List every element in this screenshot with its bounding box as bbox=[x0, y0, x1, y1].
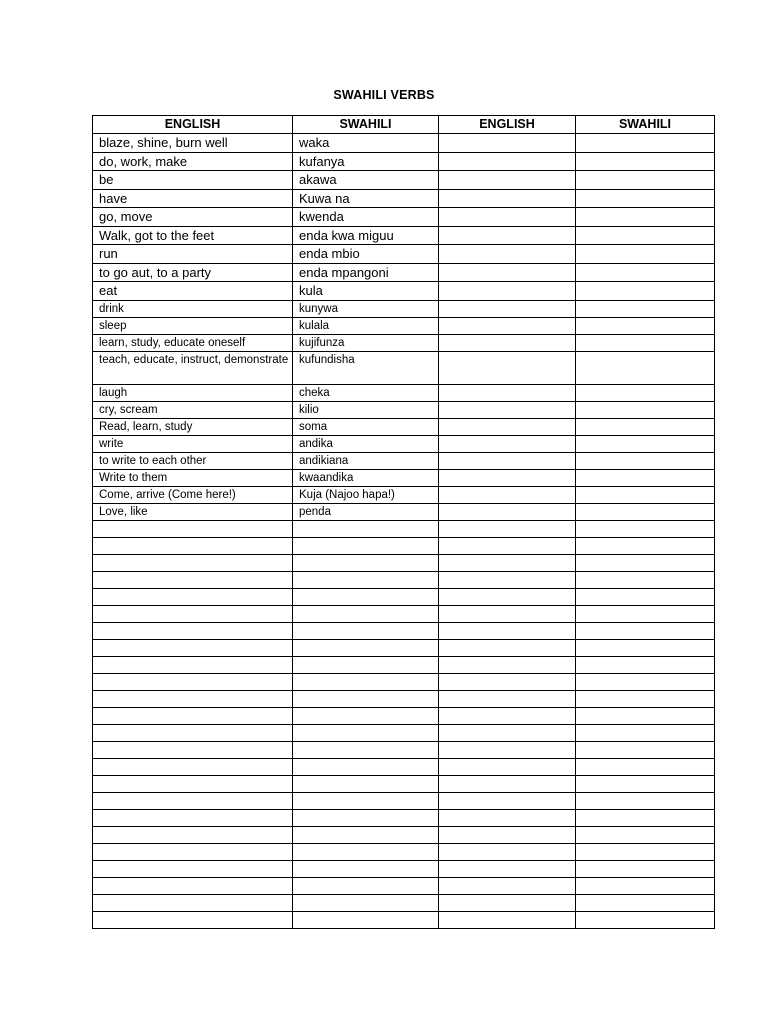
empty-cell bbox=[439, 622, 576, 639]
empty-cell bbox=[93, 724, 293, 741]
empty-cell bbox=[93, 622, 293, 639]
swahili-cell-empty bbox=[576, 189, 715, 208]
empty-cell bbox=[293, 588, 439, 605]
empty-cell bbox=[439, 792, 576, 809]
swahili-cell-empty bbox=[576, 384, 715, 401]
empty-cell bbox=[93, 809, 293, 826]
empty-cell bbox=[576, 605, 715, 622]
empty-cell bbox=[576, 520, 715, 537]
swahili-cell: cheka bbox=[293, 384, 439, 401]
swahili-cell: kulala bbox=[293, 317, 439, 334]
english-cell-empty bbox=[439, 469, 576, 486]
empty-cell bbox=[576, 860, 715, 877]
blank-row bbox=[93, 622, 715, 639]
empty-cell bbox=[439, 554, 576, 571]
swahili-cell: akawa bbox=[293, 171, 439, 190]
english-cell: teach, educate, instruct, demonstrate bbox=[93, 351, 293, 384]
empty-cell bbox=[439, 775, 576, 792]
empty-cell bbox=[93, 741, 293, 758]
empty-cell bbox=[439, 894, 576, 911]
blank-row bbox=[93, 860, 715, 877]
empty-cell bbox=[439, 724, 576, 741]
empty-cell bbox=[439, 537, 576, 554]
blank-row bbox=[93, 656, 715, 673]
english-cell: Read, learn, study bbox=[93, 418, 293, 435]
swahili-cell-empty bbox=[576, 452, 715, 469]
empty-cell bbox=[93, 537, 293, 554]
swahili-cell: enda kwa miguu bbox=[293, 226, 439, 245]
empty-cell bbox=[439, 588, 576, 605]
blank-row bbox=[93, 911, 715, 928]
blank-row bbox=[93, 690, 715, 707]
table-row bbox=[93, 208, 715, 227]
empty-cell bbox=[293, 877, 439, 894]
empty-cell bbox=[93, 656, 293, 673]
blank-row bbox=[93, 639, 715, 656]
header-row bbox=[93, 116, 715, 134]
table-row bbox=[93, 171, 715, 190]
swahili-cell-empty bbox=[576, 401, 715, 418]
empty-cell bbox=[576, 707, 715, 724]
english-cell: drink bbox=[93, 300, 293, 317]
empty-cell bbox=[293, 843, 439, 860]
english-cell: do, work, make bbox=[93, 152, 293, 171]
english-cell-empty bbox=[439, 384, 576, 401]
empty-cell bbox=[293, 520, 439, 537]
table-row bbox=[93, 418, 715, 435]
empty-cell bbox=[93, 877, 293, 894]
english-cell: Walk, got to the feet bbox=[93, 226, 293, 245]
empty-cell bbox=[439, 605, 576, 622]
swahili-cell-empty bbox=[576, 245, 715, 264]
swahili-cell: kilio bbox=[293, 401, 439, 418]
header-english-2: ENGLISH bbox=[439, 116, 576, 134]
empty-cell bbox=[439, 826, 576, 843]
empty-cell bbox=[576, 843, 715, 860]
swahili-cell: soma bbox=[293, 418, 439, 435]
empty-cell bbox=[293, 741, 439, 758]
english-cell-empty bbox=[439, 171, 576, 190]
english-cell: have bbox=[93, 189, 293, 208]
empty-cell bbox=[439, 639, 576, 656]
empty-cell bbox=[93, 707, 293, 724]
english-cell-empty bbox=[439, 317, 576, 334]
swahili-cell-empty bbox=[576, 317, 715, 334]
blank-row bbox=[93, 520, 715, 537]
table-row bbox=[93, 152, 715, 171]
swahili-cell-empty bbox=[576, 171, 715, 190]
empty-cell bbox=[293, 758, 439, 775]
swahili-cell-empty bbox=[576, 226, 715, 245]
empty-cell bbox=[576, 588, 715, 605]
empty-cell bbox=[439, 741, 576, 758]
empty-cell bbox=[576, 826, 715, 843]
table-row bbox=[93, 317, 715, 334]
table-row bbox=[93, 401, 715, 418]
english-cell-empty bbox=[439, 351, 576, 384]
empty-cell bbox=[293, 690, 439, 707]
english-cell-empty bbox=[439, 300, 576, 317]
verbs-table bbox=[92, 115, 715, 929]
empty-cell bbox=[576, 741, 715, 758]
english-cell: eat bbox=[93, 282, 293, 301]
swahili-cell-empty bbox=[576, 208, 715, 227]
english-cell-empty bbox=[439, 435, 576, 452]
table-row bbox=[93, 503, 715, 520]
table-row bbox=[93, 263, 715, 282]
swahili-cell-empty bbox=[576, 469, 715, 486]
blank-row bbox=[93, 588, 715, 605]
empty-cell bbox=[439, 877, 576, 894]
english-cell: write bbox=[93, 435, 293, 452]
empty-cell bbox=[576, 809, 715, 826]
blank-row bbox=[93, 877, 715, 894]
english-cell-empty bbox=[439, 152, 576, 171]
english-cell: blaze, shine, burn well bbox=[93, 134, 293, 153]
empty-cell bbox=[439, 707, 576, 724]
empty-cell bbox=[439, 656, 576, 673]
swahili-cell: andika bbox=[293, 435, 439, 452]
english-cell-empty bbox=[439, 245, 576, 264]
english-cell-empty bbox=[439, 334, 576, 351]
blank-row bbox=[93, 537, 715, 554]
empty-cell bbox=[293, 826, 439, 843]
empty-cell bbox=[293, 894, 439, 911]
empty-cell bbox=[576, 537, 715, 554]
blank-row bbox=[93, 809, 715, 826]
empty-cell bbox=[93, 520, 293, 537]
empty-cell bbox=[576, 639, 715, 656]
blank-row bbox=[93, 894, 715, 911]
table-row bbox=[93, 245, 715, 264]
english-cell: Love, like bbox=[93, 503, 293, 520]
table-row bbox=[93, 469, 715, 486]
empty-cell bbox=[293, 605, 439, 622]
empty-cell bbox=[576, 690, 715, 707]
empty-cell bbox=[439, 571, 576, 588]
english-cell: cry, scream bbox=[93, 401, 293, 418]
empty-cell bbox=[576, 673, 715, 690]
swahili-cell-empty bbox=[576, 152, 715, 171]
empty-cell bbox=[93, 639, 293, 656]
swahili-cell-empty bbox=[576, 486, 715, 503]
table-row bbox=[93, 134, 715, 153]
english-cell-empty bbox=[439, 134, 576, 153]
empty-cell bbox=[576, 911, 715, 928]
empty-cell bbox=[576, 894, 715, 911]
english-cell-empty bbox=[439, 401, 576, 418]
swahili-cell: Kuwa na bbox=[293, 189, 439, 208]
blank-row bbox=[93, 758, 715, 775]
empty-cell bbox=[93, 775, 293, 792]
empty-cell bbox=[576, 775, 715, 792]
swahili-cell: kufanya bbox=[293, 152, 439, 171]
english-cell: laugh bbox=[93, 384, 293, 401]
blank-row bbox=[93, 843, 715, 860]
empty-cell bbox=[93, 554, 293, 571]
empty-cell bbox=[93, 894, 293, 911]
blank-row bbox=[93, 792, 715, 809]
empty-cell bbox=[576, 622, 715, 639]
swahili-cell: enda mbio bbox=[293, 245, 439, 264]
empty-cell bbox=[293, 622, 439, 639]
empty-cell bbox=[293, 860, 439, 877]
empty-cell bbox=[93, 911, 293, 928]
swahili-cell: andikiana bbox=[293, 452, 439, 469]
empty-cell bbox=[93, 843, 293, 860]
empty-cell bbox=[293, 724, 439, 741]
empty-cell bbox=[439, 520, 576, 537]
swahili-cell: kwenda bbox=[293, 208, 439, 227]
empty-cell bbox=[93, 792, 293, 809]
english-cell: go, move bbox=[93, 208, 293, 227]
blank-row bbox=[93, 605, 715, 622]
table-row bbox=[93, 486, 715, 503]
empty-cell bbox=[293, 656, 439, 673]
empty-cell bbox=[293, 639, 439, 656]
swahili-cell: waka bbox=[293, 134, 439, 153]
table-row bbox=[93, 226, 715, 245]
table-row bbox=[93, 189, 715, 208]
empty-cell bbox=[439, 843, 576, 860]
empty-cell bbox=[439, 690, 576, 707]
empty-cell bbox=[293, 911, 439, 928]
table-row bbox=[93, 435, 715, 452]
english-cell-empty bbox=[439, 263, 576, 282]
swahili-cell-empty bbox=[576, 351, 715, 384]
english-cell: learn, study, educate oneself bbox=[93, 334, 293, 351]
empty-cell bbox=[93, 690, 293, 707]
swahili-cell-empty bbox=[576, 418, 715, 435]
english-cell-empty bbox=[439, 208, 576, 227]
english-cell: be bbox=[93, 171, 293, 190]
header-swahili-1: SWAHILI bbox=[293, 116, 439, 134]
empty-cell bbox=[293, 571, 439, 588]
english-cell-empty bbox=[439, 282, 576, 301]
empty-cell bbox=[576, 877, 715, 894]
empty-cell bbox=[293, 809, 439, 826]
swahili-cell: kujifunza bbox=[293, 334, 439, 351]
swahili-cell: enda mpangoni bbox=[293, 263, 439, 282]
english-cell: to go aut, to a party bbox=[93, 263, 293, 282]
empty-cell bbox=[439, 911, 576, 928]
empty-cell bbox=[439, 860, 576, 877]
swahili-cell: penda bbox=[293, 503, 439, 520]
blank-row bbox=[93, 775, 715, 792]
english-cell-empty bbox=[439, 503, 576, 520]
english-cell: sleep bbox=[93, 317, 293, 334]
blank-row bbox=[93, 724, 715, 741]
swahili-cell: kula bbox=[293, 282, 439, 301]
swahili-cell: kufundisha bbox=[293, 351, 439, 384]
empty-cell bbox=[576, 656, 715, 673]
empty-cell bbox=[293, 554, 439, 571]
empty-cell bbox=[93, 673, 293, 690]
empty-cell bbox=[576, 758, 715, 775]
table-row bbox=[93, 334, 715, 351]
english-cell-empty bbox=[439, 226, 576, 245]
header-english-1: ENGLISH bbox=[93, 116, 293, 134]
empty-cell bbox=[576, 724, 715, 741]
swahili-cell: kunywa bbox=[293, 300, 439, 317]
empty-cell bbox=[293, 792, 439, 809]
english-cell: run bbox=[93, 245, 293, 264]
empty-cell bbox=[576, 571, 715, 588]
table-row bbox=[93, 300, 715, 317]
english-cell: to write to each other bbox=[93, 452, 293, 469]
header-swahili-2: SWAHILI bbox=[576, 116, 715, 134]
empty-cell bbox=[439, 809, 576, 826]
empty-cell bbox=[439, 758, 576, 775]
english-cell-empty bbox=[439, 452, 576, 469]
english-cell: Come, arrive (Come here!) bbox=[93, 486, 293, 503]
english-cell-empty bbox=[439, 189, 576, 208]
table-row bbox=[93, 282, 715, 301]
swahili-cell: Kuja (Najoo hapa!) bbox=[293, 486, 439, 503]
swahili-cell: kwaandika bbox=[293, 469, 439, 486]
blank-row bbox=[93, 741, 715, 758]
empty-cell bbox=[293, 707, 439, 724]
english-cell-empty bbox=[439, 418, 576, 435]
table-row bbox=[93, 452, 715, 469]
blank-row bbox=[93, 554, 715, 571]
blank-row bbox=[93, 571, 715, 588]
swahili-cell-empty bbox=[576, 435, 715, 452]
page-title: SWAHILI VERBS bbox=[333, 88, 435, 102]
swahili-cell-empty bbox=[576, 263, 715, 282]
table-row bbox=[93, 351, 715, 384]
empty-cell bbox=[439, 673, 576, 690]
empty-cell bbox=[93, 860, 293, 877]
empty-cell bbox=[576, 792, 715, 809]
table-body bbox=[93, 134, 715, 929]
swahili-cell-empty bbox=[576, 300, 715, 317]
empty-cell bbox=[293, 775, 439, 792]
english-cell: Write to them bbox=[93, 469, 293, 486]
blank-row bbox=[93, 673, 715, 690]
empty-cell bbox=[93, 588, 293, 605]
empty-cell bbox=[93, 826, 293, 843]
empty-cell bbox=[93, 571, 293, 588]
empty-cell bbox=[93, 605, 293, 622]
swahili-cell-empty bbox=[576, 503, 715, 520]
empty-cell bbox=[293, 537, 439, 554]
blank-row bbox=[93, 826, 715, 843]
swahili-cell-empty bbox=[576, 334, 715, 351]
empty-cell bbox=[576, 554, 715, 571]
blank-row bbox=[93, 707, 715, 724]
swahili-cell-empty bbox=[576, 282, 715, 301]
empty-cell bbox=[93, 758, 293, 775]
table-row bbox=[93, 384, 715, 401]
english-cell-empty bbox=[439, 486, 576, 503]
empty-cell bbox=[293, 673, 439, 690]
swahili-cell-empty bbox=[576, 134, 715, 153]
